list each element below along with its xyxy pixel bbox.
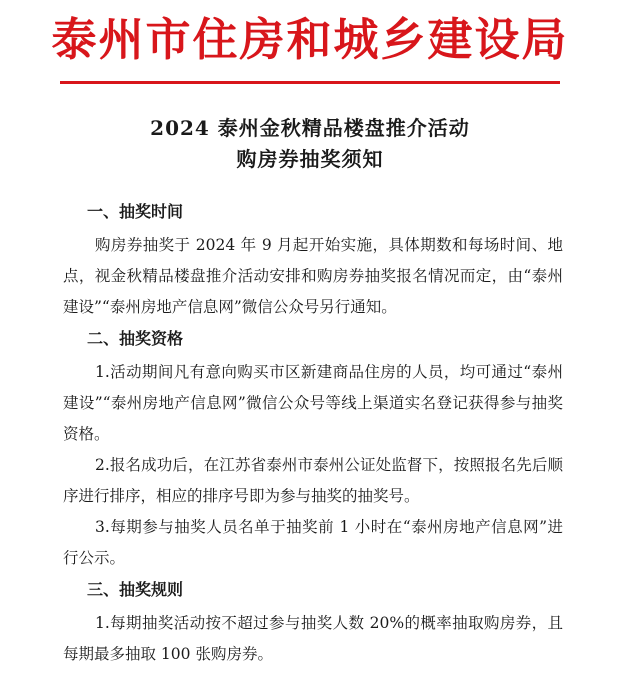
masthead-red-rule	[60, 81, 560, 84]
document-title-line1: 2024 泰州金秋精品楼盘推介活动	[150, 116, 470, 140]
document-body	[63, 196, 563, 670]
section-eligibility	[63, 325, 563, 574]
paragraph: 1.每期抽奖活动按不超过参与抽奖人数 20%的概率抽取购房券，且每期最多抽取 100 张购房券。	[63, 614, 563, 663]
section-heading: 三、抽奖规则	[87, 580, 184, 599]
paragraph: 3.每期参与抽奖人员名单于抽奖前 1 小时在“泰州房地产信息网”进行公示。	[63, 518, 563, 567]
paragraph: 2.报名成功后，在江苏省泰州市泰州公证处监督下，按照报名先后顺序进行排序，相应的排序号即为参与抽奖的抽奖号。	[63, 456, 563, 505]
section-heading: 一、抽奖时间	[87, 202, 184, 221]
section-lottery-time	[63, 198, 563, 323]
masthead-org-name: 泰州市住房和城乡建设局	[51, 13, 569, 66]
paragraph: 1.活动期间凡有意向购买市区新建商品住房的人员，均可通过“泰州建设”“泰州房地产信息网”微信公众号等线上渠道实名登记获得参与抽奖资格。	[63, 363, 563, 443]
document-title-line2: 购房券抽奖须知	[236, 147, 384, 171]
section-rules	[63, 576, 563, 670]
paragraph: 购房券抽奖于 2024 年 9 月起开始实施，具体期数和每场时间、地点，视金秋精品楼盘推介活动安排和购房券抽奖报名情况而定，由“泰州建设”“泰州房地产信息网”微信公众号另行通知。	[63, 236, 563, 316]
section-heading: 二、抽奖资格	[87, 329, 184, 348]
